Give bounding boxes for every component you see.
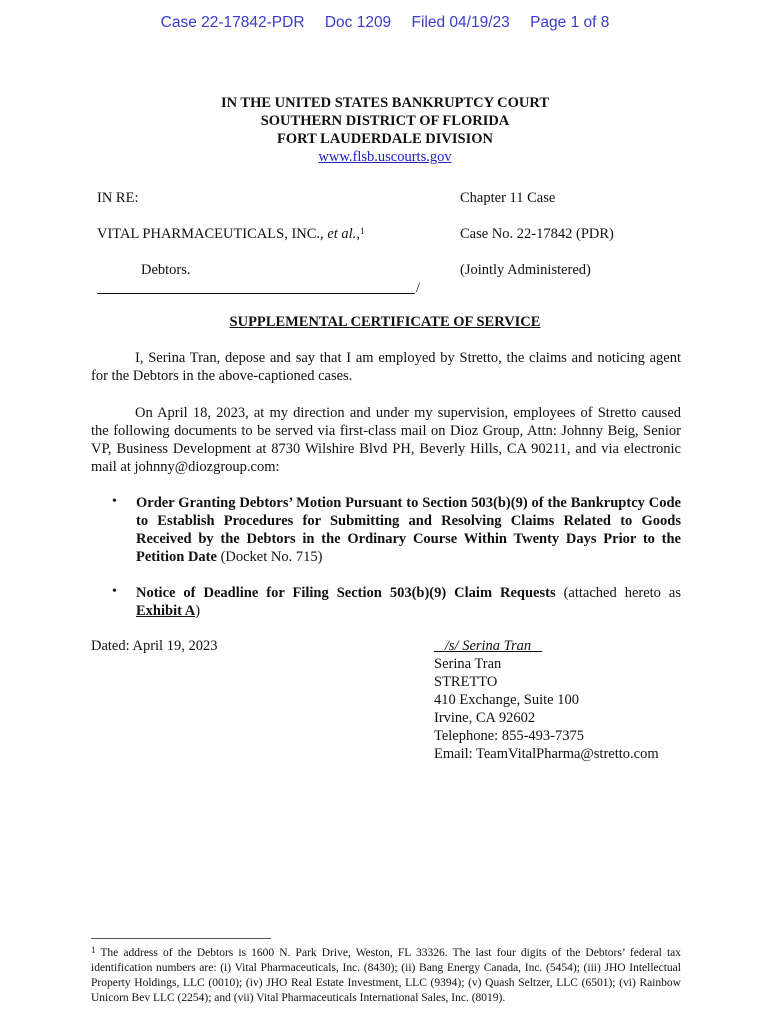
jointly-administered: (Jointly Administered) — [460, 262, 591, 278]
document-title: SUPPLEMENTAL CERTIFICATE OF SERVICE — [229, 314, 541, 330]
signer-address-2: Irvine, CA 92602 — [434, 710, 536, 726]
paragraph-1 — [91, 349, 681, 385]
footnote — [91, 946, 681, 1006]
stamp-filed: Filed 04/19/23 — [411, 14, 510, 31]
court-line-1: IN THE UNITED STATES BANKRUPTCY COURT — [220, 95, 550, 111]
in-re-label: IN RE: — [97, 190, 139, 206]
bullet-1-bold: Order Granting Debtors’ Motion Pursuant to Section 503(b)(9) of the Bankruptcy Code to Establish Procedures for Submitting and Resolving Claims Related to Goods Received by the Debtors in the Ordinary Course Within Twenty Days Prior to the Petition Date — [136, 495, 681, 565]
footnote-marker: 1 — [359, 226, 365, 236]
footnote-text: The address of the Debtors is 1600 N. Park Drive, Weston, FL 33326. The last four digits of the Debtors’ federal tax identification numbers are: (i) Vital Pharmaceuticals, Inc. (8430); (ii) Bang Energy Canada, Inc. (5454); (iii) JHO Intellectual Property Holdings, LLC (0010); (iv) JHO Real Estate Investment, LLC (9394); (v) Quash Seltzer, LLC (6501); (vi) Rainbow Unicorn Bev LLC (2254); and (vii) Vital Pharmaceuticals International Sales, Inc. (8019). — [91, 947, 681, 1004]
signature-block — [434, 637, 659, 763]
case-number: Case No. 22-17842 (PDR) — [460, 226, 614, 242]
court-heading — [0, 94, 770, 166]
signer-address-1: 410 Exchange, Suite 100 — [434, 692, 579, 708]
filing-stamp — [0, 14, 770, 32]
bullet-2-rest: (attached hereto as — [555, 585, 681, 601]
caption-slash: / — [416, 280, 421, 296]
stamp-doc: Doc 1209 — [324, 14, 392, 31]
stamp-case: Case 22-17842-PDR — [160, 14, 305, 31]
paragraph-2-text: On April 18, 2023, at my direction and under my supervision, employees of Stretto caused the following documents to be served via first-class mail on Dioz Group, Attn: Johnny Beig, Senior VP, Business Development at 8730 Wilshire Blvd PH, Beverly Hills, CA 90211, and via electronic mail at johnny@diozgroup.com: — [91, 405, 681, 475]
bullet-item-2 — [136, 584, 681, 620]
signer-company: STRETTO — [434, 674, 498, 690]
footnote-rule — [91, 938, 271, 939]
court-line-3: FORT LAUDERDALE DIVISION — [277, 131, 493, 147]
paragraph-1-text: I, Serina Tran, depose and say that I am employed by Stretto, the claims and noticing agent for the Debtors in the above-captioned cases. — [91, 350, 681, 384]
bullet-2-bold: Notice of Deadline for Filing Section 503(b)(9) Claim Requests — [136, 585, 556, 601]
signer-phone: Telephone: 855-493-7375 — [434, 728, 584, 744]
debtor-name: VITAL PHARMACEUTICALS, INC., et al.,$^1$ — [97, 226, 365, 242]
court-line-2: SOUTHERN DISTRICT OF FLORIDA — [260, 113, 510, 129]
bullet-item-1 — [136, 494, 681, 566]
signature-text: /s/ Serina Tran — [444, 638, 532, 654]
signer-email: Email: TeamVitalPharma@stretto.com — [434, 746, 659, 762]
bullet-1-rest: (Docket No. 715) — [216, 549, 323, 565]
caption-rule — [97, 293, 415, 294]
court-url-link[interactable]: www.flsb.uscourts.gov — [318, 149, 452, 165]
bullet-2-close: ) — [195, 603, 201, 619]
dated-line: Dated: April 19, 2023 — [91, 638, 218, 654]
signer-name: Serina Tran — [434, 656, 502, 672]
debtor-name-text: VITAL PHARMACEUTICALS, INC., — [97, 226, 328, 242]
bullet-dot-1: • — [112, 494, 117, 509]
chapter-label: Chapter 11 Case — [460, 190, 556, 206]
signature — [434, 637, 659, 655]
bullet-dot-2: • — [112, 584, 117, 599]
debtors-label: Debtors. — [141, 262, 191, 278]
footnote-number: 1 — [91, 945, 96, 955]
exhibit-a: Exhibit A — [136, 603, 196, 619]
et-al: et al. — [327, 226, 357, 242]
stamp-page: Page 1 of 8 — [530, 14, 610, 31]
paragraph-2 — [91, 404, 681, 476]
